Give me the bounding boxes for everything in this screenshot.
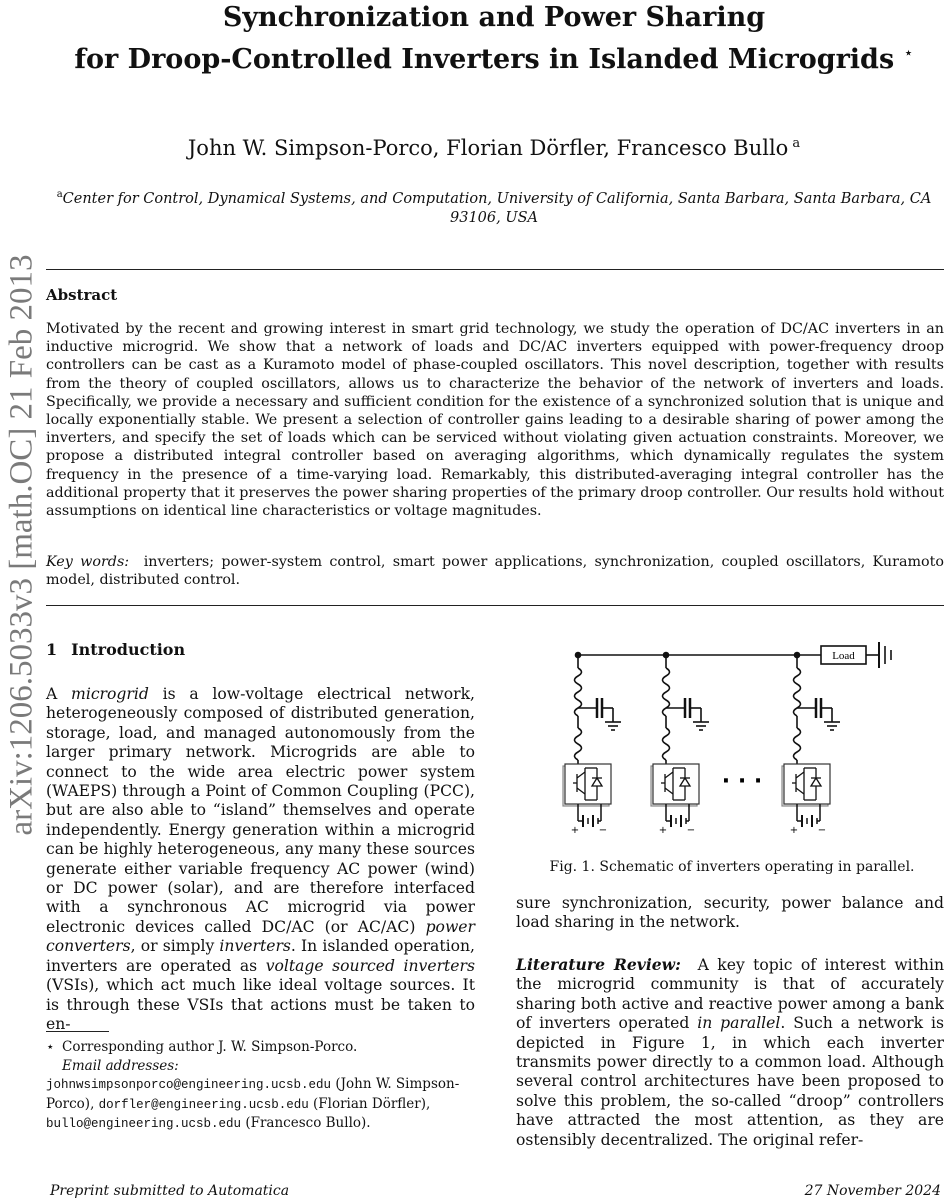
inverter-branch-2 <box>651 653 709 837</box>
intro-em-1: microgrid <box>71 685 149 703</box>
svg-text:+: + <box>570 825 580 836</box>
paper-title <box>44 0 944 77</box>
author-affil-mark: a <box>792 136 801 151</box>
intro-text-3: , or simply <box>130 937 215 956</box>
intro-text-2: is a low-voltage electrical network, heterogeneously composed of distributed generation, storage, load, and managed autonomously from the larger primary network. Microgrids are able to connect to the wide area electric power system (WAEPS) through a Point of Common Coupling (PCC), but are also able to “island” themselves and operate independently. Energy generation within a microgrid can be highly heterogeneous, any many these sources generate either variable frequency AC power (wind) or DC power (solar), and are therefore interfaced with a synchronous AC microgrid via power electronic devices called DC/AC (or AC/AC) <box>46 685 475 936</box>
footnote-corresponding-text: Corresponding author J. W. Simpson-Porco. <box>62 1039 358 1055</box>
footnote-rule <box>46 1031 109 1032</box>
intro-em-4: voltage sourced inverters <box>265 956 475 975</box>
intro-text-4: . In islanded operation, inverters are operated as <box>46 937 475 975</box>
right-column-continuation: sure synchronization, security, power balance and load sharing in the network. <box>516 894 944 932</box>
email-3[interactable]: bullo@engineering.ucsb.edu <box>46 1117 242 1131</box>
dc-source-icon <box>578 804 601 827</box>
email-1-owner: (John W. Simpson-Porco), <box>46 1076 460 1112</box>
lit-text-1: A key topic of interest within the microgrid community is that of accurately sharing both active and reactive power among a bank of inverters operated <box>516 956 944 1033</box>
title-line-2 <box>44 35 944 77</box>
inverter-branch-3 <box>782 653 840 837</box>
title-line-1: Synchronization and Power Sharing <box>222 2 766 33</box>
affil-mark: a <box>56 189 63 200</box>
literature-review-paragraph <box>516 955 944 1150</box>
title-line-2-text: for Droop-Controlled Inverters in Islanded Microgrids <box>74 44 895 75</box>
figure-caption: Fig. 1. Schematic of inverters operating in parallel. <box>549 859 915 875</box>
arxiv-id: arXiv:1206.5033v3 [math.OC] 21 Feb 2013 <box>3 254 40 836</box>
literature-review-label: Literature Review: <box>516 955 681 974</box>
intro-em-3: inverters <box>219 937 291 956</box>
inverter-branch-1 <box>563 653 621 837</box>
lit-em: in parallel <box>697 1014 781 1033</box>
intro-paragraph <box>46 685 475 1034</box>
email-2-owner: (Florian Dörfler), <box>313 1095 431 1112</box>
arxiv-stamp <box>0 210 44 880</box>
header-rule <box>46 269 944 270</box>
affiliation <box>44 185 944 228</box>
authors <box>44 136 944 160</box>
footnote-star: ⋆ <box>46 1039 55 1055</box>
abstract-rule <box>46 605 944 606</box>
keywords-label: Key words: <box>46 554 130 570</box>
load-label: Load <box>832 650 855 662</box>
author-names: John W. Simpson-Porco, Florian Dörfler, Francesco Bullo <box>187 136 789 160</box>
lit-text-2: . Such a network is depicted in Figure 1, in which each inverter transmits power directly to a common load. Although several control architectures have been proposed to solve this problem, the so-called “droop” controllers have attracted the most attention, as they are ostensibly decentralized. The original refer- <box>516 1014 944 1149</box>
footnote-emails <box>46 1075 475 1134</box>
section-heading <box>46 640 185 659</box>
footer-journal: Preprint submitted to Automatica <box>50 1183 290 1199</box>
email-1[interactable]: johnwsimpsonporco@engineering.ucsb.edu <box>46 1078 332 1092</box>
inductor-bottom-icon <box>575 728 582 760</box>
abstract-body: Motivated by the recent and growing interest in smart grid technology, we study the operation of DC/AC inverters in an inductive microgrid. We show that a network of loads and DC/AC inverters equipped with power-frequency droop controllers can be cast as a Kuramoto model of phase-coupled oscillators. This novel description, together with results from the theory of coupled oscillators, allows us to characterize the behavior of the network of inverters and loads. Specifically, we provide a necessary and sufficient condition for the existence of a synchronized solution that is unique and locally exponentially stable. We present a selection of controller gains leading to a desirable sharing of power among the inverters, and specify the set of loads which can be serviced without violating given actuation constraints. Moreover, we propose a distributed integral controller based on averaging algorithms, which dynamically regulates the system frequency in the presence of a time-varying load. Remarkably, this distributed-averaging integral controller has the additional property that it preserves the power sharing properties of the primary droop controller. Our results hold without assumptions on identical line characteristics or voltage magnitudes. <box>46 321 944 520</box>
section-title: Introduction <box>71 640 186 659</box>
intro-em-2: power converters <box>46 917 475 956</box>
keywords-text: inverters; power-system control, smart power applications, synchronization, coupled oscillators, Kuramoto model, distributed control. <box>46 554 944 589</box>
email-3-owner: (Francesco Bullo). <box>245 1115 371 1131</box>
keywords <box>46 553 944 589</box>
intro-text-1: A <box>46 685 58 703</box>
email-2[interactable]: dorfler@engineering.ucsb.edu <box>98 1097 309 1112</box>
footnote-corresponding <box>46 1038 475 1057</box>
footnotes <box>46 1038 475 1134</box>
footnote-email-label: Email addresses: <box>62 1057 179 1074</box>
abstract-heading: Abstract <box>46 286 118 304</box>
title-star: ⋆ <box>903 43 914 62</box>
section-number: 1 <box>46 640 58 659</box>
svg-text:−: − <box>598 825 608 836</box>
affil-text: Center for Control, Dynamical Systems, and Computation, University of California, Santa Barbara, Santa Barbara, CA 93106, USA <box>62 190 932 226</box>
figure-inverter-schematic <box>553 636 944 851</box>
footer-date: 27 November 2024 <box>804 1183 941 1199</box>
intro-text-5: (VSIs), which act much like ideal voltage sources. It is through these VSIs that actions must be taken to en- <box>46 976 475 1033</box>
ellipsis-dots: · · · <box>721 769 763 794</box>
footnote-email-label-row <box>46 1057 475 1076</box>
